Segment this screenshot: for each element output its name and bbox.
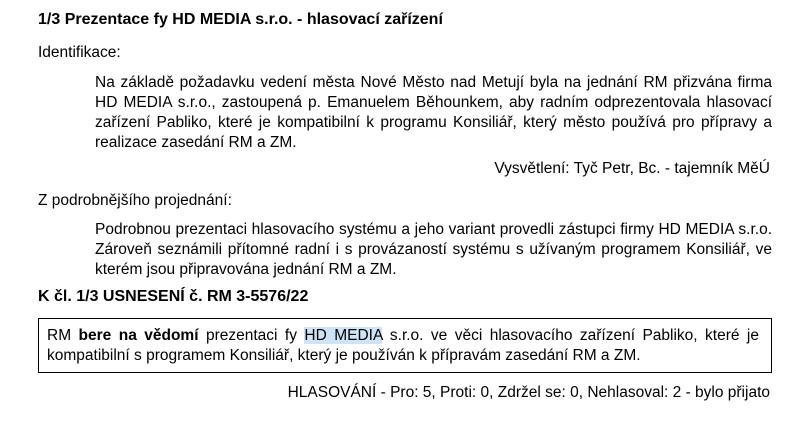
resolution-bold: bere na vědomí xyxy=(78,327,199,344)
voting-result: HLASOVÁNÍ - Pro: 5, Proti: 0, Zdržel se: 0, Nehlasoval: 2 - bylo přijato xyxy=(287,384,770,401)
resolution-rest: s.r.o. ve věci hlasovacího zařízení Pabliko, které je kompatibilní s programem Konsiliář, který je používán k přípravám zasedání RM a ZM. xyxy=(47,327,759,364)
resolution-box xyxy=(38,318,772,373)
identification-label: Identifikace: xyxy=(38,44,121,61)
resolution-heading: K čl. 1/3 USNESENÍ č. RM 3-5576/22 xyxy=(38,288,309,305)
resolution-prefix: RM xyxy=(47,327,79,344)
resolution-mid: prezentaci fy xyxy=(198,327,305,344)
item-title: 1/3 Prezentace fy HD MEDIA s.r.o. - hlasovací zařízení xyxy=(38,11,443,28)
identification-text: Na základě požadavku vedení města Nové Město nad Metují byla na jednání RM přizvána firma HD MEDIA s.r.o., zastoupená p. Emanuelem Běhounkem, aby radním odprezentovala hlasovací zařízení Pabliko, které je kompatibilní k programu Konsiliář, který město používá pro přípravy a realizace zasedání RM a ZM. xyxy=(95,74,772,151)
highlighted-text: HD MEDIA xyxy=(304,327,383,344)
explained-by: Vysvětlení: Tyč Petr, Bc. - tajemník MěÚ xyxy=(494,160,770,177)
discussion-text: Podrobnou prezentaci hlasovacího systému a jeho variant provedli zástupci firmy HD MEDIA s.r.o. Zároveň seznámili přítomné radní i s provázaností systému s užívaným programem Konsiliář, ve kterém jsou připravována jednání RM a ZM. xyxy=(95,221,772,278)
discussion-label: Z podrobnějšího projednání: xyxy=(38,192,232,209)
